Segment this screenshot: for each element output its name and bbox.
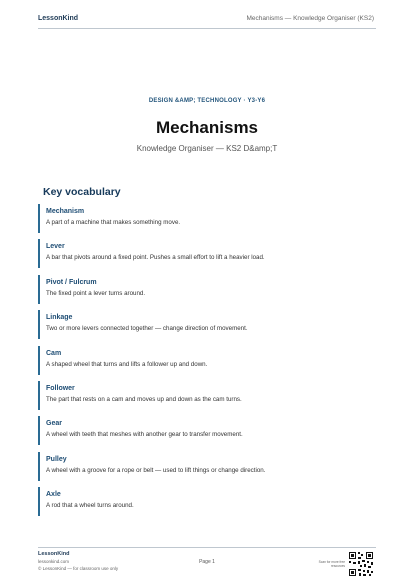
vocab-item-pivot-fulcrum <box>38 275 376 304</box>
vocab-item-lever <box>38 239 376 268</box>
vocab-item-gear <box>38 416 376 445</box>
vocab-item-follower <box>38 381 376 410</box>
header-divider <box>38 28 376 29</box>
vocab-definition: A part of a machine that makes something move. <box>46 219 181 226</box>
footer-divider <box>38 547 376 548</box>
vocab-definition: Two or more levers connected together — change direction of movement. <box>46 325 248 333</box>
page-subtitle: Knowledge Organiser — KS2 D&amp;T <box>136 144 278 153</box>
vocab-definition: The part that rests on a cam and moves up and down as the cam turns. <box>46 395 242 403</box>
vocabulary-list <box>38 204 376 523</box>
vocab-term: Gear <box>46 420 62 428</box>
vocab-item-cam <box>38 346 376 375</box>
vocab-term: Linkage <box>46 314 73 322</box>
vocab-term: Lever <box>46 243 65 251</box>
footer-copyright: © LessonKind — for classroom use only <box>38 566 119 571</box>
footer-site-link[interactable]: lessonkind.com <box>38 559 70 564</box>
section-title-key-vocabulary: Key vocabulary <box>43 186 121 198</box>
vocab-item-mechanism <box>38 204 376 233</box>
vocab-term: Axle <box>46 491 61 499</box>
running-title: Mechanisms — Knowledge Organiser (KS2) <box>246 15 374 22</box>
vocab-definition: A bar that pivots around a fixed point. Pushes a small effort to lift a heavier load. <box>46 254 265 262</box>
vocab-term: Follower <box>46 384 75 392</box>
vocab-definition: A wheel with a groove for a rope or belt — used to lift things or change direction. <box>46 466 266 474</box>
vocab-definition: The fixed point a lever turns around. <box>46 289 146 297</box>
footer-brand: LessonKind <box>38 551 70 557</box>
vocab-term: Pivot / Fulcrum <box>46 278 97 286</box>
page-title: Mechanisms <box>155 118 259 137</box>
subject-eyebrow: DESIGN &AMP; TECHNOLOGY · Y3-Y6 <box>148 98 266 104</box>
page-header <box>0 0 414 30</box>
vocab-definition: A wheel with teeth that meshes with another gear to transfer movement. <box>46 431 243 439</box>
vocab-definition: A shaped wheel that turns and lifts a follower up and down. <box>46 360 208 368</box>
qr-scan-note: Scan for more free resources <box>318 560 345 568</box>
vocab-definition: A rod that a wheel turns around. <box>46 502 134 510</box>
page-number: Page 1 <box>199 559 215 565</box>
vocab-item-linkage <box>38 310 376 339</box>
brand-name: LessonKind <box>38 15 79 22</box>
vocab-item-axle <box>38 487 376 516</box>
vocab-term: Pulley <box>46 455 67 463</box>
vocab-item-pulley <box>38 452 376 481</box>
vocab-term: Mechanism <box>46 208 85 215</box>
qr-code-icon[interactable] <box>348 551 374 577</box>
vocab-term: Cam <box>46 349 62 357</box>
